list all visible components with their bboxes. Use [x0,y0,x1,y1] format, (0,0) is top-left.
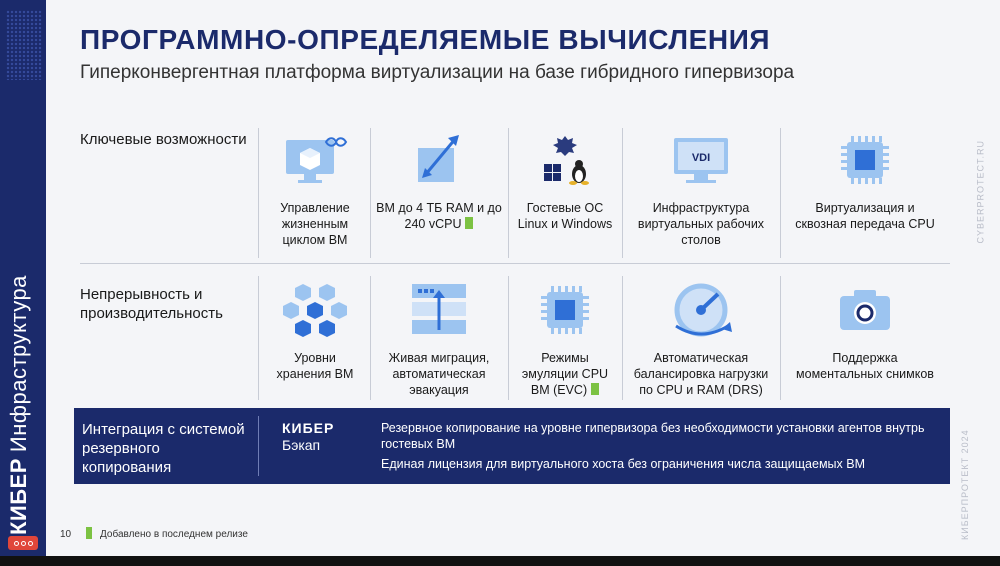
legend: Добавлено в последнем релизе [86,527,248,540]
feature-text: ВМ до 4 ТБ RAM и до 240 vCPU [376,201,502,231]
page-number: 10 [60,529,72,540]
feature-cpu-emulation [514,280,616,398]
resize-arrow-icon [404,132,474,188]
feature-storage-tiers [266,280,364,382]
feature-live-migration [376,280,502,398]
os-logos-icon [530,132,600,188]
feature-guest-os [514,132,616,232]
backup-label: Интеграция с системой резервного копирования [82,421,245,476]
sidebar [0,0,46,556]
feature-text: Инфраструктура виртуальных рабочих столов [637,201,765,247]
feature-snapshots [790,280,940,382]
divider [508,276,509,400]
divider [258,276,259,400]
page-subtitle: Гиперконвергентная платформа виртуализации на базе гибридного гипервизора [80,62,795,83]
divider [622,128,623,258]
divider [780,276,781,400]
dot-pattern [6,10,42,80]
backup-integration-panel [74,408,950,484]
cpu-chip-icon [530,280,600,340]
logo-icon [8,536,38,550]
feature-text: Автоматическая балансировка нагрузки по CPU и RAM (DRS) [633,351,769,397]
backup-text-2: Единая лицензия для виртуального хоста без ограничения числа защищаемых ВМ [381,457,866,471]
feature-vdi [628,132,774,248]
cyber-backup-logo: КИБЕР Бэкап [282,420,335,453]
divider [508,128,509,258]
vdi-badge: VDI [691,152,711,164]
feature-text: Гостевые ОС Linux и Windows [517,201,613,231]
new-release-marker [591,383,599,395]
feature-lifecycle [266,132,364,248]
monitor-cube-infinity-icon [280,132,350,188]
feature-vm-size [376,132,502,232]
row-label-continuity: Непрерывность и производительность [80,286,223,322]
feature-text: Режимы эмуляции CPU ВМ (EVC) [521,351,609,397]
row-divider [80,263,950,264]
divider [370,128,371,258]
feature-drs [628,280,774,398]
feature-cpu-passthrough [790,132,940,232]
divider [258,128,259,258]
migration-server-icon [404,280,474,340]
new-release-marker [86,527,92,539]
side-url: CYBERPROTECT.RU [976,140,986,244]
backup-text-1: Резервное копирование на уровне гипервизора без необходимости установки агентов внутрь гостевых ВМ [381,421,925,451]
cubes-stack-icon [280,280,350,340]
vdi-monitor-icon [666,132,736,188]
page-title: ПРОГРАММНО-ОПРЕДЕЛЯЕМЫЕ ВЫЧИСЛЕНИЯ [80,24,771,55]
divider [780,128,781,258]
feature-text: Виртуализация и сквозная передача CPU [795,201,935,231]
feature-text: Живая миграция, автоматическая эвакуация [388,351,490,397]
gauge-icon [666,280,736,340]
cpu-chip-icon [830,132,900,188]
row-label-key-features: Ключевые возможности [80,131,247,148]
divider [370,276,371,400]
divider [622,276,623,400]
feature-text: Уровни хранения ВМ [276,351,354,381]
feature-text: Поддержка моментальных снимков [796,351,934,381]
divider [258,416,259,476]
feature-text: Управление жизненным циклом ВМ [280,201,350,247]
new-release-marker [465,217,473,229]
side-brand: КИБЕРИнфраструктура [6,275,31,535]
camera-icon [830,280,900,340]
side-copyright: КИБЕРПРОТЕКТ 2024 [960,429,970,540]
